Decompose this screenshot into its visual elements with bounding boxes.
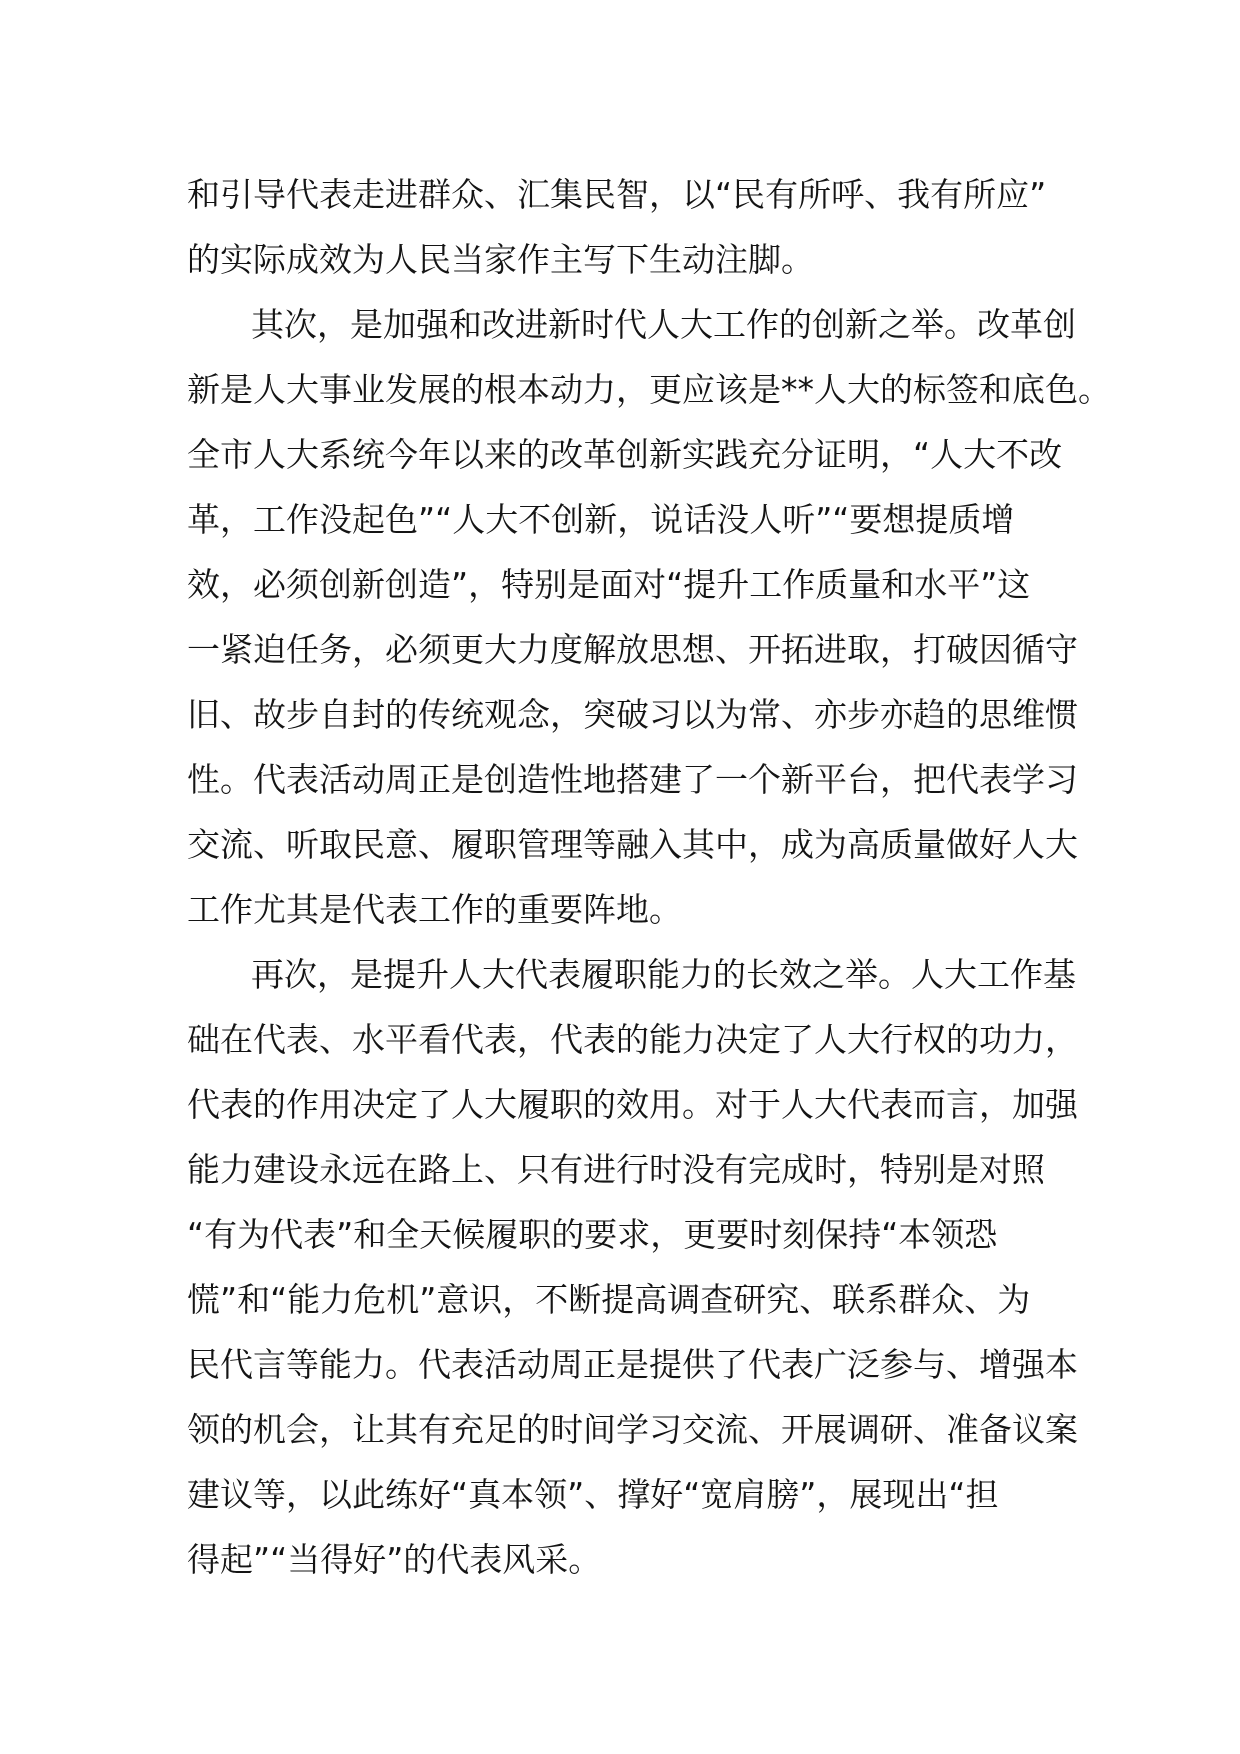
text-line: “有为代表”和全天候履职的要求，更要时刻保持“本领恐 <box>187 1215 998 1254</box>
text-line: 工作尤其是代表工作的重要阵地。 <box>187 890 682 929</box>
text-line: 的实际成效为人民当家作主写下生动注脚。 <box>187 240 814 279</box>
paragraph-2 <box>187 292 1111 942</box>
text-line: 和引导代表走进群众、汇集民智，以“民有所呼、我有所应” <box>187 175 1047 214</box>
text-line: 旧、故步自封的传统观念，突破习以为常、亦步亦趋的思维惯 <box>187 695 1078 734</box>
paragraph-3 <box>187 942 1078 1592</box>
text-line: 一紧迫任务，必须更大力度解放思想、开拓进取，打破因循守 <box>187 630 1078 669</box>
text-line: 革，工作没起色”“人大不创新，说话没人听”“要想提质增 <box>187 500 1015 539</box>
text-line: 慌”和“能力危机”意识，不断提高调查研究、联系群众、为 <box>187 1280 1031 1319</box>
text-line: 交流、听取民意、履职管理等融入其中，成为高质量做好人大 <box>187 825 1078 864</box>
paragraph-1 <box>187 162 1067 292</box>
text-line: 建议等，以此练好“真本领”、撑好“宽肩膀”，展现出“担 <box>187 1475 999 1514</box>
document-body <box>187 162 1111 1592</box>
text-line: 民代言等能力。代表活动周正是提供了代表广泛参与、增强本 <box>187 1345 1078 1384</box>
text-line: 代表的作用决定了人大履职的效用。对于人大代表而言，加强 <box>187 1085 1078 1124</box>
text-line: 础在代表、水平看代表，代表的能力决定了人大行权的功力， <box>187 1020 1078 1059</box>
text-line: 全市人大系统今年以来的改革创新实践充分证明，“人大不改 <box>187 435 1063 474</box>
text-line: 能力建设永远在路上、只有进行时没有完成时，特别是对照 <box>187 1150 1045 1189</box>
text-line: 效，必须创新创造”，特别是面对“提升工作质量和水平”这 <box>187 565 1031 604</box>
text-line: 新是人大事业发展的根本动力，更应该是**人大的标签和底色。 <box>187 370 1111 409</box>
text-line: 再次，是提升人大代表履职能力的长效之举。人大工作基 <box>251 955 1076 994</box>
text-line: 领的机会，让其有充足的时间学习交流、开展调研、准备议案 <box>187 1410 1078 1449</box>
text-line: 其次，是加强和改进新时代人大工作的创新之举。改革创 <box>251 305 1076 344</box>
text-line: 性。代表活动周正是创造性地搭建了一个新平台，把代表学习 <box>187 760 1078 799</box>
text-line: 得起”“当得好”的代表风采。 <box>187 1540 602 1579</box>
